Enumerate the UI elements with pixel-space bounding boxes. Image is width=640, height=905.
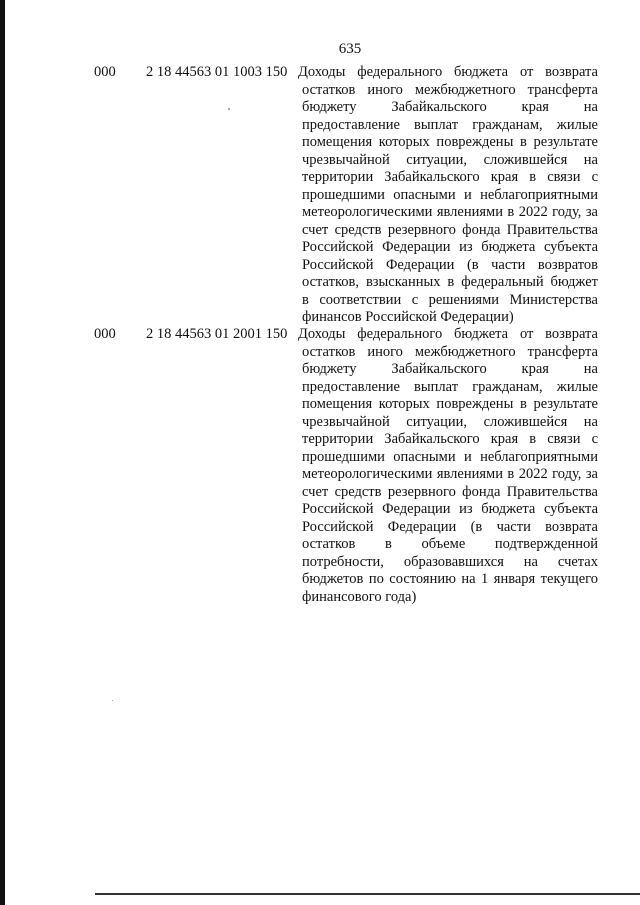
description-line: остатков в объеме подтвержденной	[302, 536, 598, 552]
description-line: территории Забайкальского края в связи с	[302, 169, 598, 185]
income-description	[298, 64, 598, 327]
page-number: 635	[338, 41, 362, 57]
admin-code: 000	[94, 326, 116, 342]
description-line: в соответствии с решениями Министерства	[302, 291, 598, 308]
description-line: финансового года)	[302, 588, 417, 605]
scan-speck	[228, 108, 230, 110]
description-line: Российской Федерации (в части возврата	[302, 518, 598, 535]
income-description	[298, 326, 598, 606]
scan-left-border	[0, 0, 5, 905]
description-line: Российской Федерации (в части возвратов	[302, 256, 598, 273]
description-line: счет средств резервного фонда Правительства	[302, 483, 598, 500]
budget-classification-code: 2 18 44563 01 1003 150	[146, 64, 288, 80]
description-line: Доходы федерального бюджета от возврата	[298, 326, 598, 342]
description-line: прошедшими опасными и неблагоприятными	[302, 186, 598, 203]
description-line: Доходы федерального бюджета от возврата	[298, 64, 598, 80]
description-line: метеорологическими явлениями в 2022 году, за	[302, 204, 598, 220]
description-line: бюджету Забайкальского края на	[302, 361, 598, 377]
scan-speck	[112, 700, 113, 701]
budget-classification-code: 2 18 44563 01 2001 150	[146, 326, 288, 342]
description-line: предоставление выплат гражданам, жилые	[302, 378, 598, 395]
description-line: прошедшими опасными и неблагоприятными	[302, 448, 598, 465]
description-line: помещения которых повреждены в результате	[302, 134, 598, 150]
description-line: чрезвычайной ситуации, сложившейся на	[302, 413, 598, 430]
description-line: счет средств резервного фонда Правительства	[302, 221, 598, 238]
description-line: Российской Федерации из бюджета субъекта	[302, 239, 598, 255]
scan-bottom-border	[95, 893, 640, 895]
description-line: остатков иного межбюджетного трансферта	[302, 343, 598, 360]
description-line: потребности, образовавшихся на счетах	[302, 553, 598, 570]
description-line: остатков, взысканных в федеральный бюджет	[302, 274, 598, 290]
description-line: метеорологическими явлениями в 2022 году, за	[302, 466, 598, 482]
description-line: остатков иного межбюджетного трансферта	[302, 81, 598, 98]
description-line: чрезвычайной ситуации, сложившейся на	[302, 151, 598, 168]
description-line: помещения которых повреждены в результате	[302, 396, 598, 412]
description-line: предоставление выплат гражданам, жилые	[302, 116, 598, 133]
description-line: Российской Федерации из бюджета субъекта	[302, 501, 598, 517]
description-line: бюджету Забайкальского края на	[302, 99, 598, 115]
description-line: территории Забайкальского края в связи с	[302, 431, 598, 447]
admin-code: 000	[94, 64, 116, 80]
description-line: финансов Российской Федерации)	[302, 309, 514, 325]
description-line: бюджетов по состоянию на 1 января текущего	[302, 571, 598, 587]
